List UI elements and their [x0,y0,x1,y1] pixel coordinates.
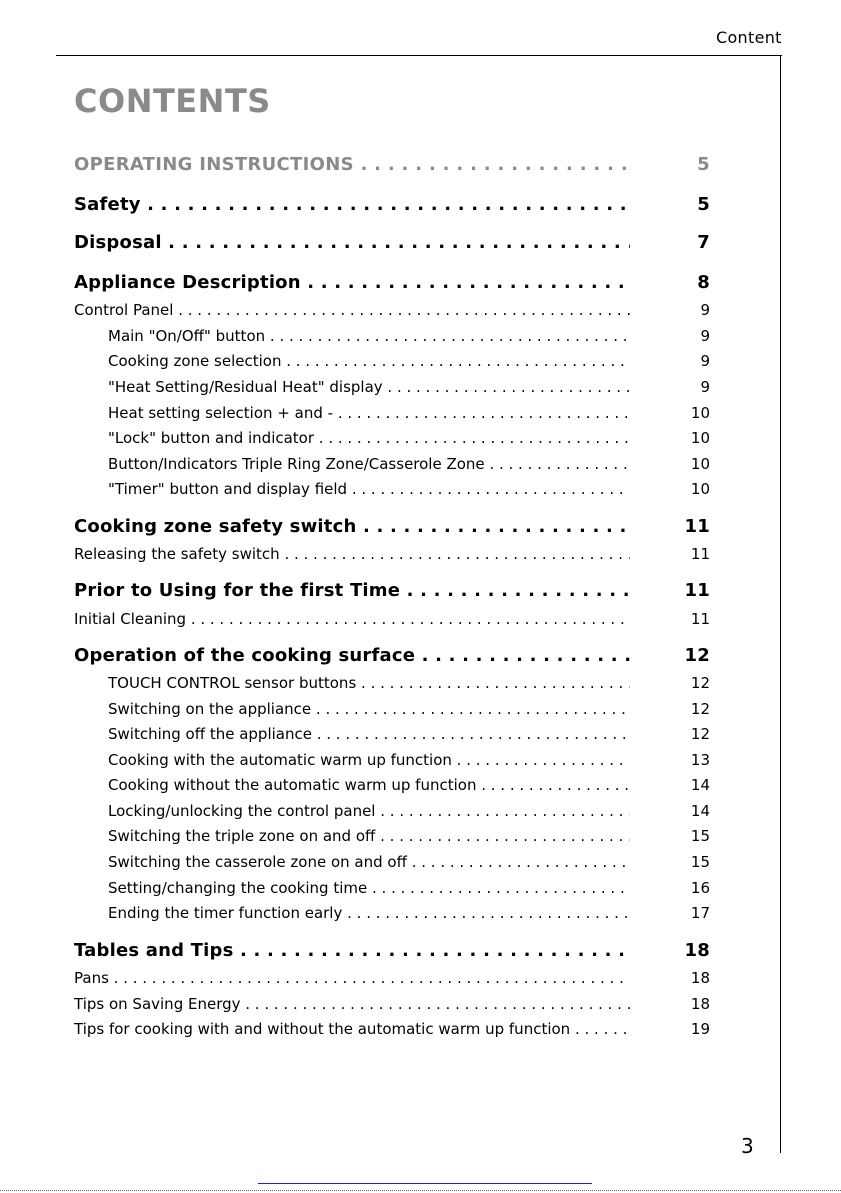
toc-entry-page: 15 [690,827,710,845]
toc-entry-page: 16 [690,879,710,897]
toc-entry-label: Tips on Saving Energy . . . [74,991,630,1017]
toc-entry-prior-to-using[interactable] [74,578,710,604]
toc-entry-label: Switching off the appliance . . . [108,721,630,747]
toc-entry-page: 11 [690,545,710,563]
toc-entry-pans[interactable] [74,965,710,991]
toc-entry-label: OPERATING INSTRUCTIONS . . . [74,152,630,178]
toc-entry-heat-setting-selection[interactable] [74,400,710,426]
toc-entry-cooking-zone-safety-switch[interactable] [74,514,710,540]
page-title: CONTENTS [74,82,271,120]
toc-entry-lock-button[interactable] [74,425,710,451]
toc-entry-casserole-zone[interactable] [74,849,710,875]
toc-entry-label: Disposal . . . [74,230,630,256]
toc-entry-operating-instructions[interactable] [74,152,710,178]
toc-entry-label: Cooking with the automatic warm up function . . . [108,747,630,773]
toc-entry-page: 18 [684,940,710,961]
toc-entry-page: 9 [700,301,710,319]
running-header: Content [716,28,782,47]
toc-entry-label: Switching the triple zone on and off . . . [108,823,630,849]
toc-entry-heat-setting-display[interactable] [74,374,710,400]
toc-entry-cooking-with-warm-up[interactable] [74,747,710,773]
toc-entry-page: 12 [690,674,710,692]
toc-entry-label: Control Panel . . . [74,297,630,323]
toc-entry-label: Prior to Using for the first Time . . . [74,578,630,604]
toc-entry-label: Switching the casserole zone on and off . . . [108,849,630,875]
toc-entry-label: Cooking zone safety switch . . . [74,514,630,540]
toc-entry-page: 14 [690,802,710,820]
toc-entry-timer-button[interactable] [74,476,710,502]
toc-entry-label: Operation of the cooking surface . . . [74,643,630,669]
toc-entry-page: 10 [690,455,710,473]
toc-entry-label: "Lock" button and indicator . . . [108,425,630,451]
toc-entry-page: 7 [697,232,710,253]
toc-entry-page: 19 [690,1020,710,1038]
header-divider [56,55,782,56]
toc-entry-control-panel[interactable] [74,297,710,323]
toc-entry-label: Button/Indicators Triple Ring Zone/Casserole Zone . . . [108,451,630,477]
toc-entry-page: 8 [697,272,710,293]
toc-entry-label: Main "On/Off" button . . . [108,323,630,349]
toc-entry-saving-energy[interactable] [74,991,710,1017]
footer-link-underline [258,1183,592,1184]
toc-entry-label: Releasing the safety switch . . . [74,541,630,567]
footer-dotted-line [0,1190,841,1191]
toc-entry-locking-control-panel[interactable] [74,798,710,824]
toc-entry-page: 18 [690,995,710,1013]
toc-entry-label: TOUCH CONTROL sensor buttons . . . [108,670,630,696]
toc-entry-page: 11 [690,610,710,628]
toc-entry-safety[interactable] [74,192,710,218]
toc-entry-page: 5 [697,194,710,215]
toc-entry-ending-timer[interactable] [74,900,710,926]
toc-entry-touch-control[interactable] [74,670,710,696]
toc-entry-label: Switching on the appliance . . . [108,696,630,722]
toc-entry-label: Initial Cleaning . . . [74,606,630,632]
toc-entry-switching-off[interactable] [74,721,710,747]
toc-entry-tables-and-tips[interactable] [74,938,710,964]
toc-entry-label: Locking/unlocking the control panel . . . [108,798,630,824]
toc-entry-label: Safety . . . [74,192,630,218]
page-number: 3 [741,1134,754,1158]
toc-entry-cooking-time[interactable] [74,875,710,901]
toc-entry-page: 9 [700,378,710,396]
toc-entry-page: 11 [684,580,710,601]
toc-entry-label: "Timer" button and display field . . . [108,476,630,502]
toc-entry-cooking-zone-selection[interactable] [74,348,710,374]
toc-entry-page: 9 [700,327,710,345]
toc-entry-page: 12 [690,700,710,718]
toc-entry-label: Cooking without the automatic warm up function . . . [108,772,630,798]
toc-entry-releasing-safety-switch[interactable] [74,541,710,567]
toc-entry-label: Tips for cooking with and without the automatic warm up function . . . [74,1016,630,1042]
toc-entry-operation-cooking-surface[interactable] [74,643,710,669]
toc-entry-page: 12 [690,725,710,743]
toc-entry-label: Cooking zone selection . . . [108,348,630,374]
toc-entry-page: 12 [684,645,710,666]
toc-entry-page: 10 [690,404,710,422]
toc-entry-appliance-description[interactable] [74,270,710,296]
toc-entry-page: 18 [690,969,710,987]
toc-entry-page: 5 [697,154,710,175]
toc-entry-page: 9 [700,352,710,370]
margin-divider [780,55,781,1153]
toc-entry-triple-ring-indicators[interactable] [74,451,710,477]
toc-entry-cooking-without-warm-up[interactable] [74,772,710,798]
toc-entry-tips-cooking-warm-up[interactable] [74,1016,710,1042]
toc-entry-page: 17 [690,904,710,922]
toc-entry-page: 10 [690,429,710,447]
toc-entry-page: 15 [690,853,710,871]
toc-entry-triple-zone[interactable] [74,823,710,849]
toc-entry-page: 10 [690,480,710,498]
toc-entry-label: Ending the timer function early . . . [108,900,630,926]
toc-entry-label: "Heat Setting/Residual Heat" display . . . [108,374,630,400]
toc-entry-label: Heat setting selection + and - . . . [108,400,630,426]
toc-entry-label: Pans . . . [74,965,630,991]
toc-entry-label: Appliance Description . . . [74,270,630,296]
toc-entry-switching-on[interactable] [74,696,710,722]
toc-entry-label: Setting/changing the cooking time . . . [108,875,630,901]
toc-entry-page: 14 [690,776,710,794]
toc-entry-disposal[interactable] [74,230,710,256]
toc-entry-page: 13 [690,751,710,769]
toc-entry-initial-cleaning[interactable] [74,606,710,632]
toc-entry-main-on-off-button[interactable] [74,323,710,349]
toc-entry-page: 11 [684,516,710,537]
toc-entry-label: Tables and Tips . . . [74,938,630,964]
